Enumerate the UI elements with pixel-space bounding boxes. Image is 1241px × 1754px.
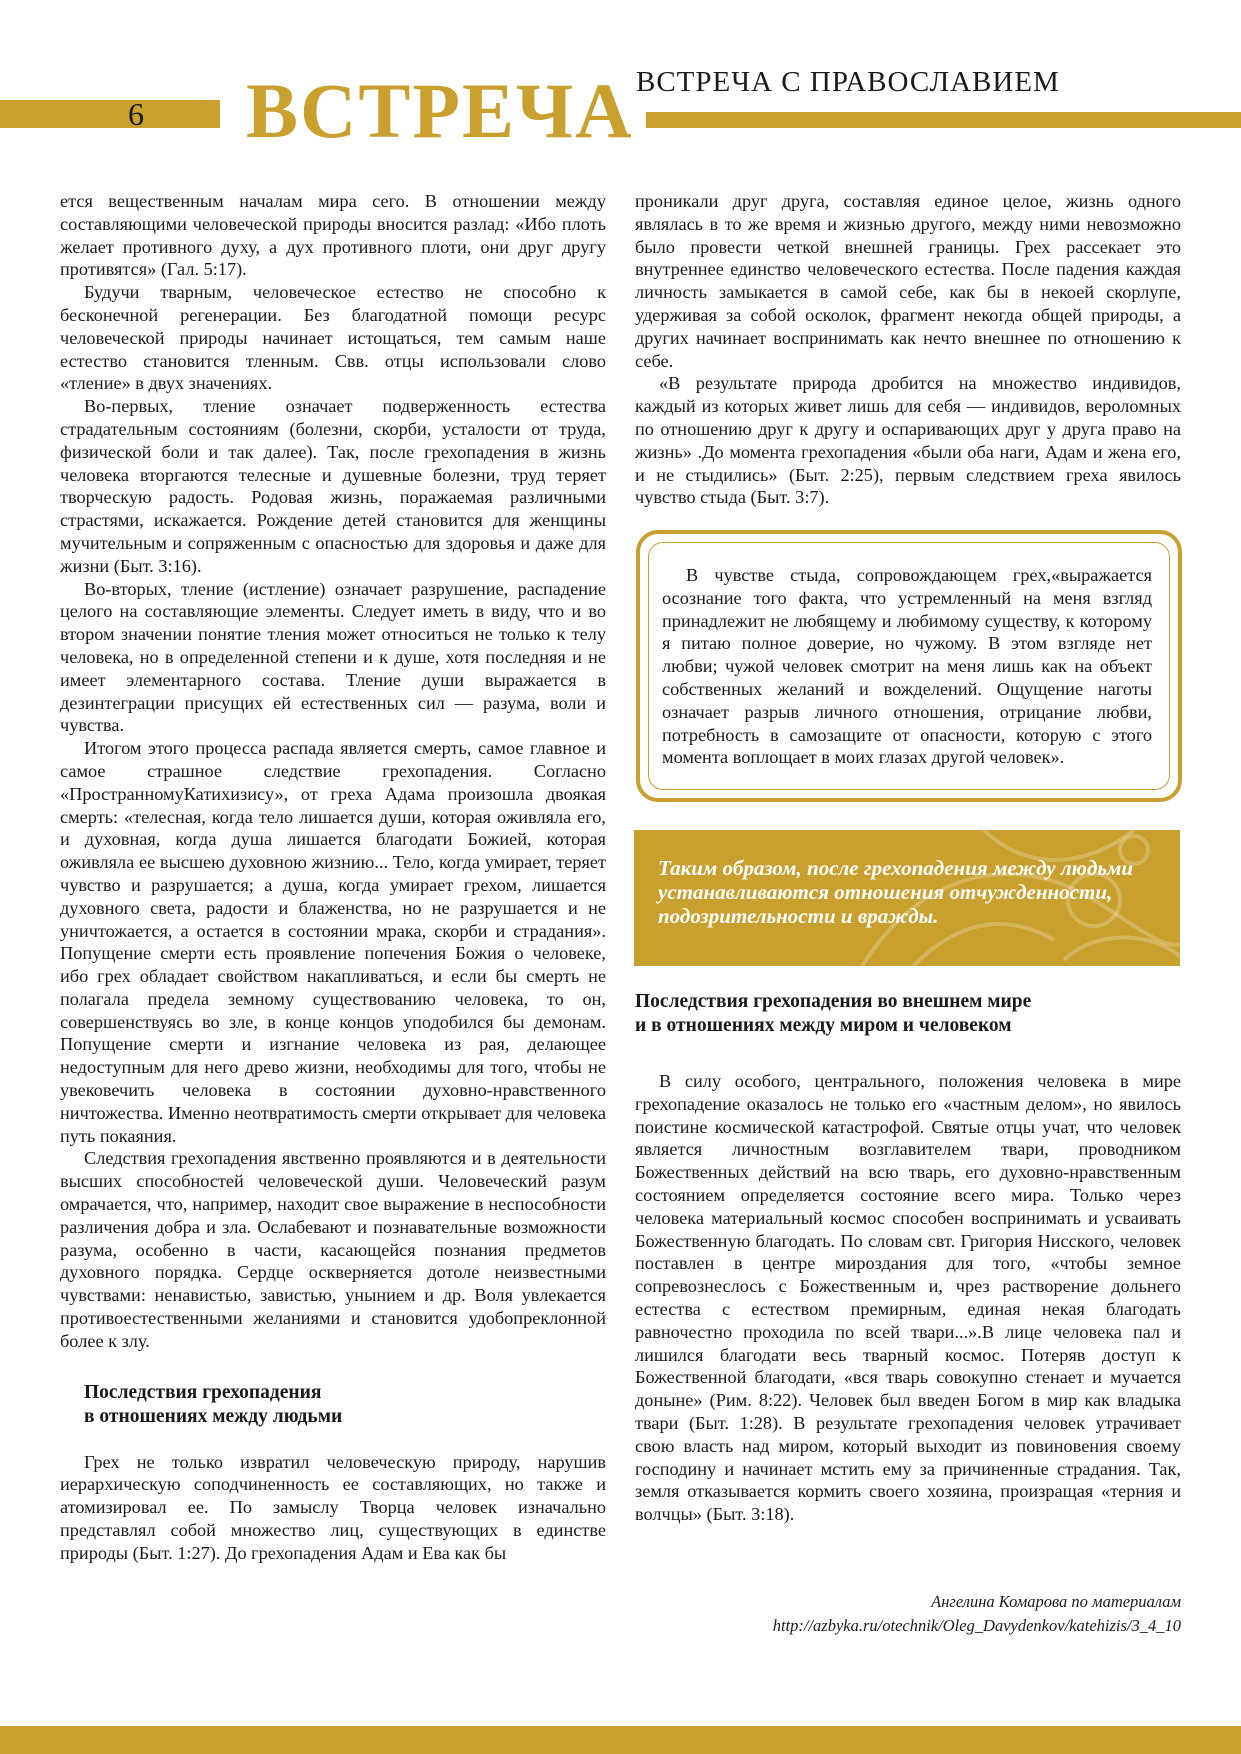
paragraph: Будучи тварным, человеческое естество не способно к бесконечной регенерации. Без благодатной помощи ресурс человеческой природы начинает истощаться, тем самым наше естество становится тленным. Свв. отцы использовали слово «тление» в двух значениях. bbox=[60, 282, 606, 394]
heading-line: в отношениях между людьми bbox=[84, 1405, 343, 1427]
paragraph: Во-первых, тление означает подверженность естества страдательным состояниям (болезни, скорби, усталости от труда, физической боли и так далее). Так, после грехопадения в жизнь человека вторгаются телесные и душевные болезни, труд теряет творческую радость. Родовая жизнь, поражаемая различными страстями, искажается. Рождение детей становится для женщины мучительным и сопряженным с опасностью для здоровья и даже для жизни (Быт. 3:16). bbox=[60, 396, 606, 576]
heading-line: Последствия грехопадения во внешнем мире bbox=[635, 991, 1032, 1012]
page-number: 6 bbox=[128, 96, 144, 132]
paragraph: Следствия грехопадения явственно проявляются и в деятельности высших способностей человеческой души. Человеческий разум омрачается, что, например, находит свое выражение в неспособности различения добра и зла. Ослабевают и познавательные возможности разума, особенно в части, касающейся познания предметов духовного порядка. Сердце оскверняется дотоле неизвестными чувствами: ненавистью, завистью, унынием и др. Воля увлекается противоестественными желаниями и становится удобопреклонной более к злу. bbox=[60, 1148, 606, 1351]
callout-banner bbox=[634, 830, 1180, 966]
heading-line: и в отношениях между миром и человеком bbox=[635, 1015, 1012, 1036]
heading-line: Последствия грехопадения bbox=[84, 1381, 322, 1403]
right-column-top bbox=[635, 190, 1181, 509]
paragraph: проникали друг друга, составляя единое целое, жизнь одного являлась в то же время и жизнью другого, между ними невозможно было провести четкой внешней границы. Грех рассекает это внутреннее единство человеческого естества. После падения каждая личность замыкается в самой себе, как бы в некоей скорлупе, удерживая за собой осколок, фрагмент некогда общей природы, а других начинает воспринимать как нечто внешнее по отношению к себе. bbox=[635, 191, 1181, 371]
signature bbox=[635, 1590, 1181, 1638]
paragraph: В силу особого, центрального, положения человека в мире грехопадение оказалось не только его «частным делом», но явилось поистине космической катастрофой. Святые отцы учат, что человек является личностным возглавителем твари, проводником Божественных действий на всю тварь, его духовно-нравственным состоянием определяется состояние всего мира. Только через человека материальный космос способен воспринимать и усваивать Божественную благодать. По словам свт. Григория Нисского, человек поставлен в центре мироздания для того, «чтобы земное сопревознеслось с Божественным и, чрез растворение дольнего естества с естеством премирным, единая некая благодать равночестно проходила по всей твари...».В лице человека пал и лишился благодати весь тварный космос. Потеряв доступ к Божественной благодати, «вся тварь совокупно стенает и мучается доныне» (Рим. 8:22). Человек был введен Богом в мир как владыка твари (Быт. 1:28). В результате грехопадения человек утрачивает свою власть над миром, который выходит из повиновения своему господину и начинает мстить ему за причиненные страдания. Так, земля отказывается кормить своего хозяина, произращая «терния и волчцы» (Быт. 3:18). bbox=[635, 1071, 1181, 1525]
paragraph: Итогом этого процесса распада является смерть, самое главное и самое страшное следствие грехопадения. Согласно «ПространномуКатихизису», от греха Адама произошла двоякая смерть: «телесная, когда тело лишается души, которая оживляла его, и духовная, когда душа лишается благодати Божией, которая оживляла ее высшею духовною жизнию... Тело, когда умирает, теряет чувство и разрушается; а душа, когда умирает грехом, лишается духовного света, радости и блаженства, но не разрушается и не уничтожается, а остается в состоянии мрака, скорби и страдания». Попущение смерти есть проявление попечения Божия о человеке, ибо грех обладает свойством накапливаться, и если бы смерть не полагала предела земному существованию человека, то он, совершенствуясь во зле, в конце концов уподобился бы демонам. Попущение смерти и изгнание человека из рая, делающее недоступным для него древо жизни, необходимы для того, чтобы не увековечить человека в состоянии духовно-нравственного ничтожества. Именно неотвратимость смерти открывает для человека путь покаяния. bbox=[60, 738, 606, 1146]
masthead-title: ВСТРЕЧА bbox=[240, 72, 646, 150]
author-line: Ангелина Комарова по материалам bbox=[931, 1592, 1181, 1611]
header-band-right bbox=[563, 112, 1241, 128]
paragraph: Во-вторых, тление (истление) означает разрушение, распадение целого на составляющие элементы. Следует иметь в виду, что и во втором значении понятие тления может относиться не только к телу человека, но в определенной степени и к душе, хотя последняя и не имеет элементарного состава. Тление души выражается в дезинтеграции присущих ей естественных сил — разума, воли и чувства. bbox=[60, 578, 606, 736]
right-column-bottom bbox=[635, 991, 1181, 1526]
source-url: http://azbyka.ru/otechnik/Oleg_Davydenkov/katehizis/3_4_10 bbox=[772, 1616, 1181, 1635]
quote-text: В чувстве стыда, сопровождающем грех,«выражается осознание того факта, что устремленный на меня взгляд принадлежит не любящему и любимому существу, к которому я питаю полное доверие, но чужому. В этом взгляде нет любви; чужой человек смотрит на меня лишь как на объект собственных желаний и вожделений. Ощущение наготы означает разрыв личного отношения, отрицание любви, потребность в самозащите от опасности, которую с этого момента воплощает в моих глазах другой человек». bbox=[662, 565, 1152, 768]
footer-band bbox=[0, 1726, 1241, 1754]
section-heading-world bbox=[635, 990, 1181, 1038]
paragraph: Грех не только извратил человеческую природу, нарушив иерархическую соподчиненность ее составляющих, но также и атомизировал ее. По замыслу Творца человек изначально представлял собой множество лиц, существующих в единстве природы (Быт. 1:27). До грехопадения Адам и Ева как бы bbox=[60, 1451, 606, 1563]
quote-box bbox=[636, 530, 1182, 802]
header-band-left bbox=[0, 100, 220, 128]
paragraph: ется вещественным началам мира сего. В отношении между составляющими человеческой природы вносится разлад: «Ибо плоть желает противного духу, а дух противного плоти, они друг другу противятся» (Гал. 5:17). bbox=[60, 191, 606, 280]
callout-text: Таким образом, после грехопадения между людьми устанавливаются отношения отчужденности, подозрительности и вражды. bbox=[658, 856, 1134, 928]
masthead-subtitle: ВСТРЕЧА С ПРАВОСЛАВИЕМ bbox=[636, 66, 1060, 98]
section-heading-people bbox=[60, 1381, 606, 1429]
left-column bbox=[60, 190, 606, 1565]
paragraph: «В результате природа дробится на множество индивидов, каждый из которых живет лишь для себя — индивидов, вероломных по отношению друг к другу и оспаривающих друг у друга право на жизнь» .До момента грехопадения «были оба наги, Адам и жена его, и не стыдились» (Быт. 2:25), первым следствием греха явилось чувство стыда (Быт. 3:7). bbox=[635, 373, 1181, 508]
